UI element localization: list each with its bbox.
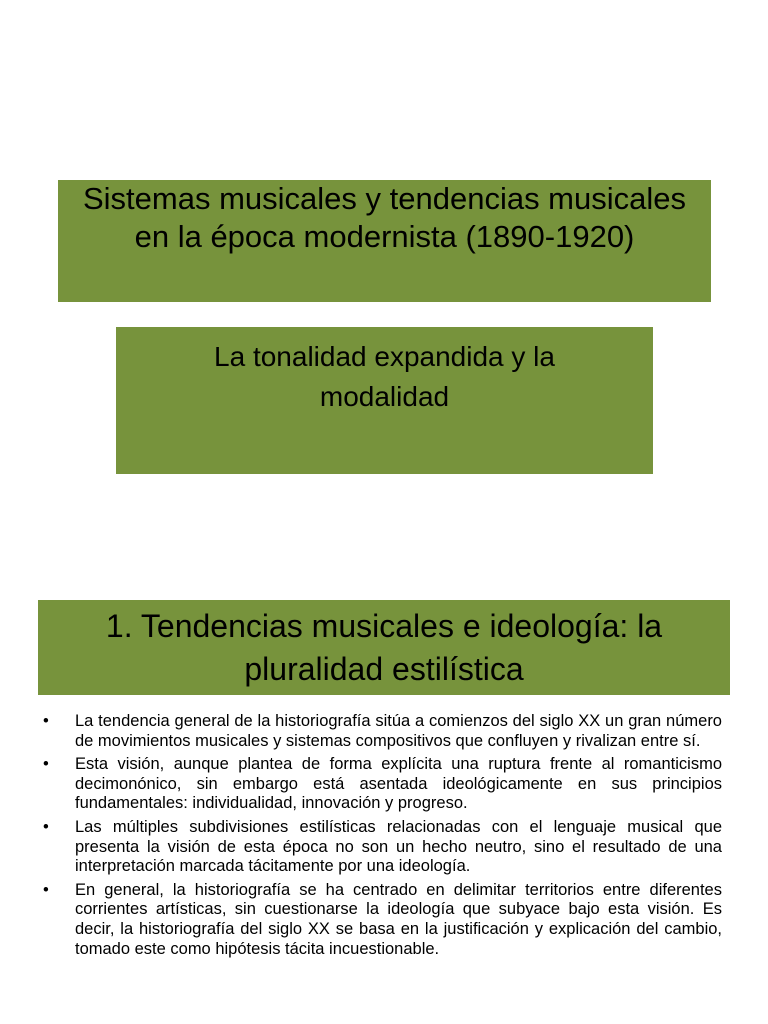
section-heading-box bbox=[38, 600, 730, 695]
bullet-text: Las múltiples subdivisiones estilísticas relacionadas con el lenguaje musical que presenta la visión de esta época no son un hecho neutro, sino el resultado de una interpretación marcada tácitamente por una ideología. bbox=[75, 817, 722, 876]
list-item bbox=[38, 818, 722, 877]
subtitle-box bbox=[116, 327, 653, 474]
page-subtitle: La tonalidad expandida y la modalidad bbox=[214, 341, 555, 412]
page-title: Sistemas musicales y tendencias musicales en la época modernista (1890-1920) bbox=[82, 181, 687, 254]
title-box bbox=[58, 180, 711, 302]
list-item bbox=[38, 755, 722, 814]
bullet-dot-icon: • bbox=[43, 755, 49, 774]
bullet-dot-icon: • bbox=[43, 880, 49, 899]
bullet-text: Esta visión, aunque plantea de forma explícita una ruptura frente al romanticismo decimonónico, sin embargo está asentada ideológicamente en sus principios fundamentales: individualidad, innovación y progreso. bbox=[75, 755, 722, 813]
list-item bbox=[38, 881, 722, 959]
list-item bbox=[38, 712, 722, 751]
section-heading: 1. Tendencias musicales e ideología: la pluralidad estilística bbox=[105, 608, 663, 687]
bullet-text: En general, la historiografía se ha centrado en delimitar territorios entre diferentes corrientes artísticas, sin cuestionarse la ideología que subyace bajo esta visión. Es decir, la historiografía del siglo XX se basa en la justificación y explicación del cambio, tomado este como hipótesis tácita incuestionable. bbox=[75, 880, 722, 958]
bullet-list bbox=[38, 712, 722, 963]
bullet-dot-icon: • bbox=[43, 817, 49, 836]
bullet-dot-icon: • bbox=[43, 712, 49, 730]
bullet-text: La tendencia general de la historiografía sitúa a comienzos del siglo XX un gran número de movimientos musicales y sistemas compositivos que confluyen y rivalizan entre sí. bbox=[75, 712, 722, 750]
